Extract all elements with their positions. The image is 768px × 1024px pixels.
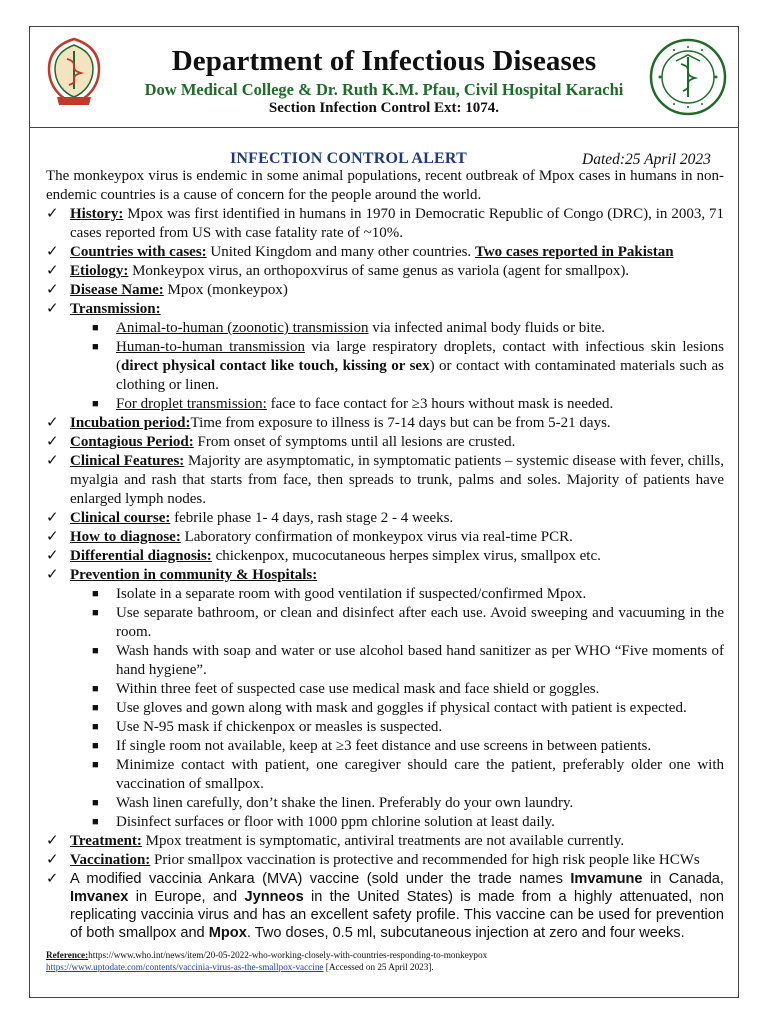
alert-date: Dated:25 April 2023 (582, 151, 711, 168)
prevention-item: ■ Within three feet of suspected case use medical mask and face shield or goggles. (92, 681, 600, 697)
list-item-treatment: ✓ Treatment: Mpox treatment is symptomatic, antiviral treatments are not available currently. (46, 833, 625, 849)
check-icon: ✓ (46, 244, 59, 260)
bullet-icon: ■ (92, 759, 99, 771)
check-icon: ✓ (46, 871, 59, 887)
list-item-history: ✓ History: Mpox was first identified in humans in 1970 in Democratic Republic of Congo (DRC), in 2003, 71 cases reported from US with case fatality rate of ~10%. (46, 206, 724, 241)
institution-subtitle: Dow Medical College & Dr. Ruth K.M. Pfau, Civil Hospital Karachi (144, 80, 624, 99)
list-item-vaccination: ✓ Vaccination: Prior smallpox vaccination is protective and recommended for high risk people like HCWs (46, 852, 700, 868)
list-item-contagious: ✓ Contagious Period: From onset of symptoms until all lesions are crusted. (46, 434, 516, 450)
check-icon: ✓ (46, 301, 59, 317)
prevention-item: ■ Use separate bathroom, or clean and disinfect after each use. Avoid sweeping and vacuuming in the room. (92, 605, 724, 640)
bullet-icon: ■ (92, 588, 99, 600)
check-icon: ✓ (46, 263, 59, 279)
prevention-item: ■ Disinfect surfaces or floor with 1000 ppm chlorine solution at least daily. (92, 814, 555, 830)
alert-body (46, 167, 724, 942)
list-item-disease-name: ✓ Disease Name: Mpox (monkeypox) (46, 282, 288, 298)
bullet-icon: ■ (92, 816, 99, 828)
check-icon: ✓ (46, 206, 59, 222)
reference-accessed: [Accessed on 25 April 2023]. (323, 962, 434, 972)
check-icon: ✓ (46, 453, 59, 469)
check-icon: ✓ (46, 567, 59, 583)
prevention-item: ■ Use N-95 mask if chickenpox or measles is suspected. (92, 719, 443, 735)
list-item-clinical-course: ✓ Clinical course: febrile phase 1- 4 days, rash stage 2 - 4 weeks. (46, 510, 454, 526)
bullet-icon: ■ (92, 341, 99, 353)
prevention-item: ■ If single room not available, keep at ≥3 feet distance and use screens in between patients. (92, 738, 652, 754)
bullet-icon: ■ (92, 797, 99, 809)
check-icon: ✓ (46, 434, 59, 450)
check-icon: ✓ (46, 415, 59, 431)
transmission-zoonotic: ■ Animal-to-human (zoonotic) transmission via infected animal body fluids or bite. (92, 320, 606, 336)
list-item-countries: ✓ Countries with cases: United Kingdom and many other countries. Two cases reported in Pakistan (46, 244, 674, 260)
check-icon: ✓ (46, 833, 59, 849)
reference-url-who: https://www.who.int/news/item/20-05-2022-who-working-closely-with-countries-responding-to-monkeypox (88, 950, 488, 960)
list-item-clinical-features: ✓ Clinical Features: Majority are asymptomatic, in symptomatic patients – systemic disease with fever, chills, myalgia and rash that starts from face, then spreads to trunk, palms and soles. Majority of patients have enlarged lymph nodes. (46, 453, 724, 507)
prevention-item: ■ Isolate in a separate room with good ventilation if suspected/confirmed Mpox. (92, 586, 587, 602)
check-icon: ✓ (46, 510, 59, 526)
bullet-icon: ■ (92, 721, 99, 733)
bullet-icon: ■ (92, 645, 99, 657)
references (46, 949, 726, 973)
reference-link-uptodate[interactable]: https://www.uptodate.com/contents/vaccinia-virus-as-the-smallpox-vaccine (46, 962, 324, 972)
prevention-item: ■ Wash hands with soap and water or use alcohol based hand sanitizer as per WHO “Five moments of hand hygiene”. (92, 643, 724, 678)
check-icon: ✓ (46, 852, 59, 868)
list-item-diagnose: ✓ How to diagnose: Laboratory confirmation of monkeypox virus via real-time PCR. (46, 529, 573, 545)
transmission-droplet: ■ For droplet transmission: face to face contact for ≥3 hours without mask is needed. (92, 396, 614, 412)
list-item-prevention: ✓ Prevention in community & Hospitals: (46, 567, 318, 583)
bullet-icon: ■ (92, 702, 99, 714)
bullet-icon: ■ (92, 683, 99, 695)
alert-title: INFECTION CONTROL ALERT (230, 150, 467, 167)
prevention-item: ■ Use gloves and gown along with mask and goggles if physical contact with patient is expected. (92, 700, 687, 716)
list-item-mva-vaccine: ✓ A modified vaccinia Ankara (MVA) vaccine (sold under the trade names Imvamune in Canada, Imvanex in Europe, and Jynneos in the United States) is made from a highly attenuated, non replicating vaccinia virus and has an excellent safety profile. This vaccine can be used for prevention of both smallpox and Mpox. Two doses, 0.5 ml, subcutaneous injection at zero and four weeks. (46, 871, 725, 941)
check-icon: ✓ (46, 529, 59, 545)
prevention-item: ■ Minimize contact with patient, one caregiver should care the patient, preferably older one with vaccination of smallpox. (92, 757, 724, 792)
bullet-icon: ■ (92, 398, 99, 410)
list-item-incubation: ✓ Incubation period:Time from exposure to illness is 7-14 days but can be from 5-21 days. (46, 415, 611, 431)
check-icon: ✓ (46, 282, 59, 298)
letterhead (30, 27, 738, 128)
list-item-differential: ✓ Differential diagnosis: chickenpox, mucocutaneous herpes simplex virus, smallpox etc. (46, 548, 601, 564)
list-item-etiology: ✓ Etiology: Monkeypox virus, an orthopoxvirus of same genus as variola (agent for smallpox). (46, 263, 630, 279)
section-extension: Section Infection Control Ext: 1074. (268, 100, 500, 116)
bullet-icon: ■ (92, 322, 99, 334)
prevention-item: ■ Wash linen carefully, don’t shake the linen. Preferably do your own laundry. (92, 795, 574, 811)
civil-hospital-seal-icon (648, 37, 728, 117)
intro-paragraph: The monkeypox virus is endemic in some animal populations, recent outbreak of Mpox cases in humans in non-endemic countries is a cause of concern for the people around the world. (46, 168, 724, 203)
transmission-human: ■ Human-to-human transmission via large respiratory droplets, contact with infectious skin lesions (direct physical contact like touch, kissing or sex) or contact with contaminated materials such as clothing or linen. (92, 339, 725, 393)
bullet-icon: ■ (92, 740, 99, 752)
check-icon: ✓ (46, 548, 59, 564)
department-title: Department of Infectious Diseases (171, 45, 597, 77)
list-item-transmission: ✓ Transmission: (46, 301, 161, 317)
reference-label: Reference: (46, 950, 89, 960)
bullet-icon: ■ (92, 607, 99, 619)
